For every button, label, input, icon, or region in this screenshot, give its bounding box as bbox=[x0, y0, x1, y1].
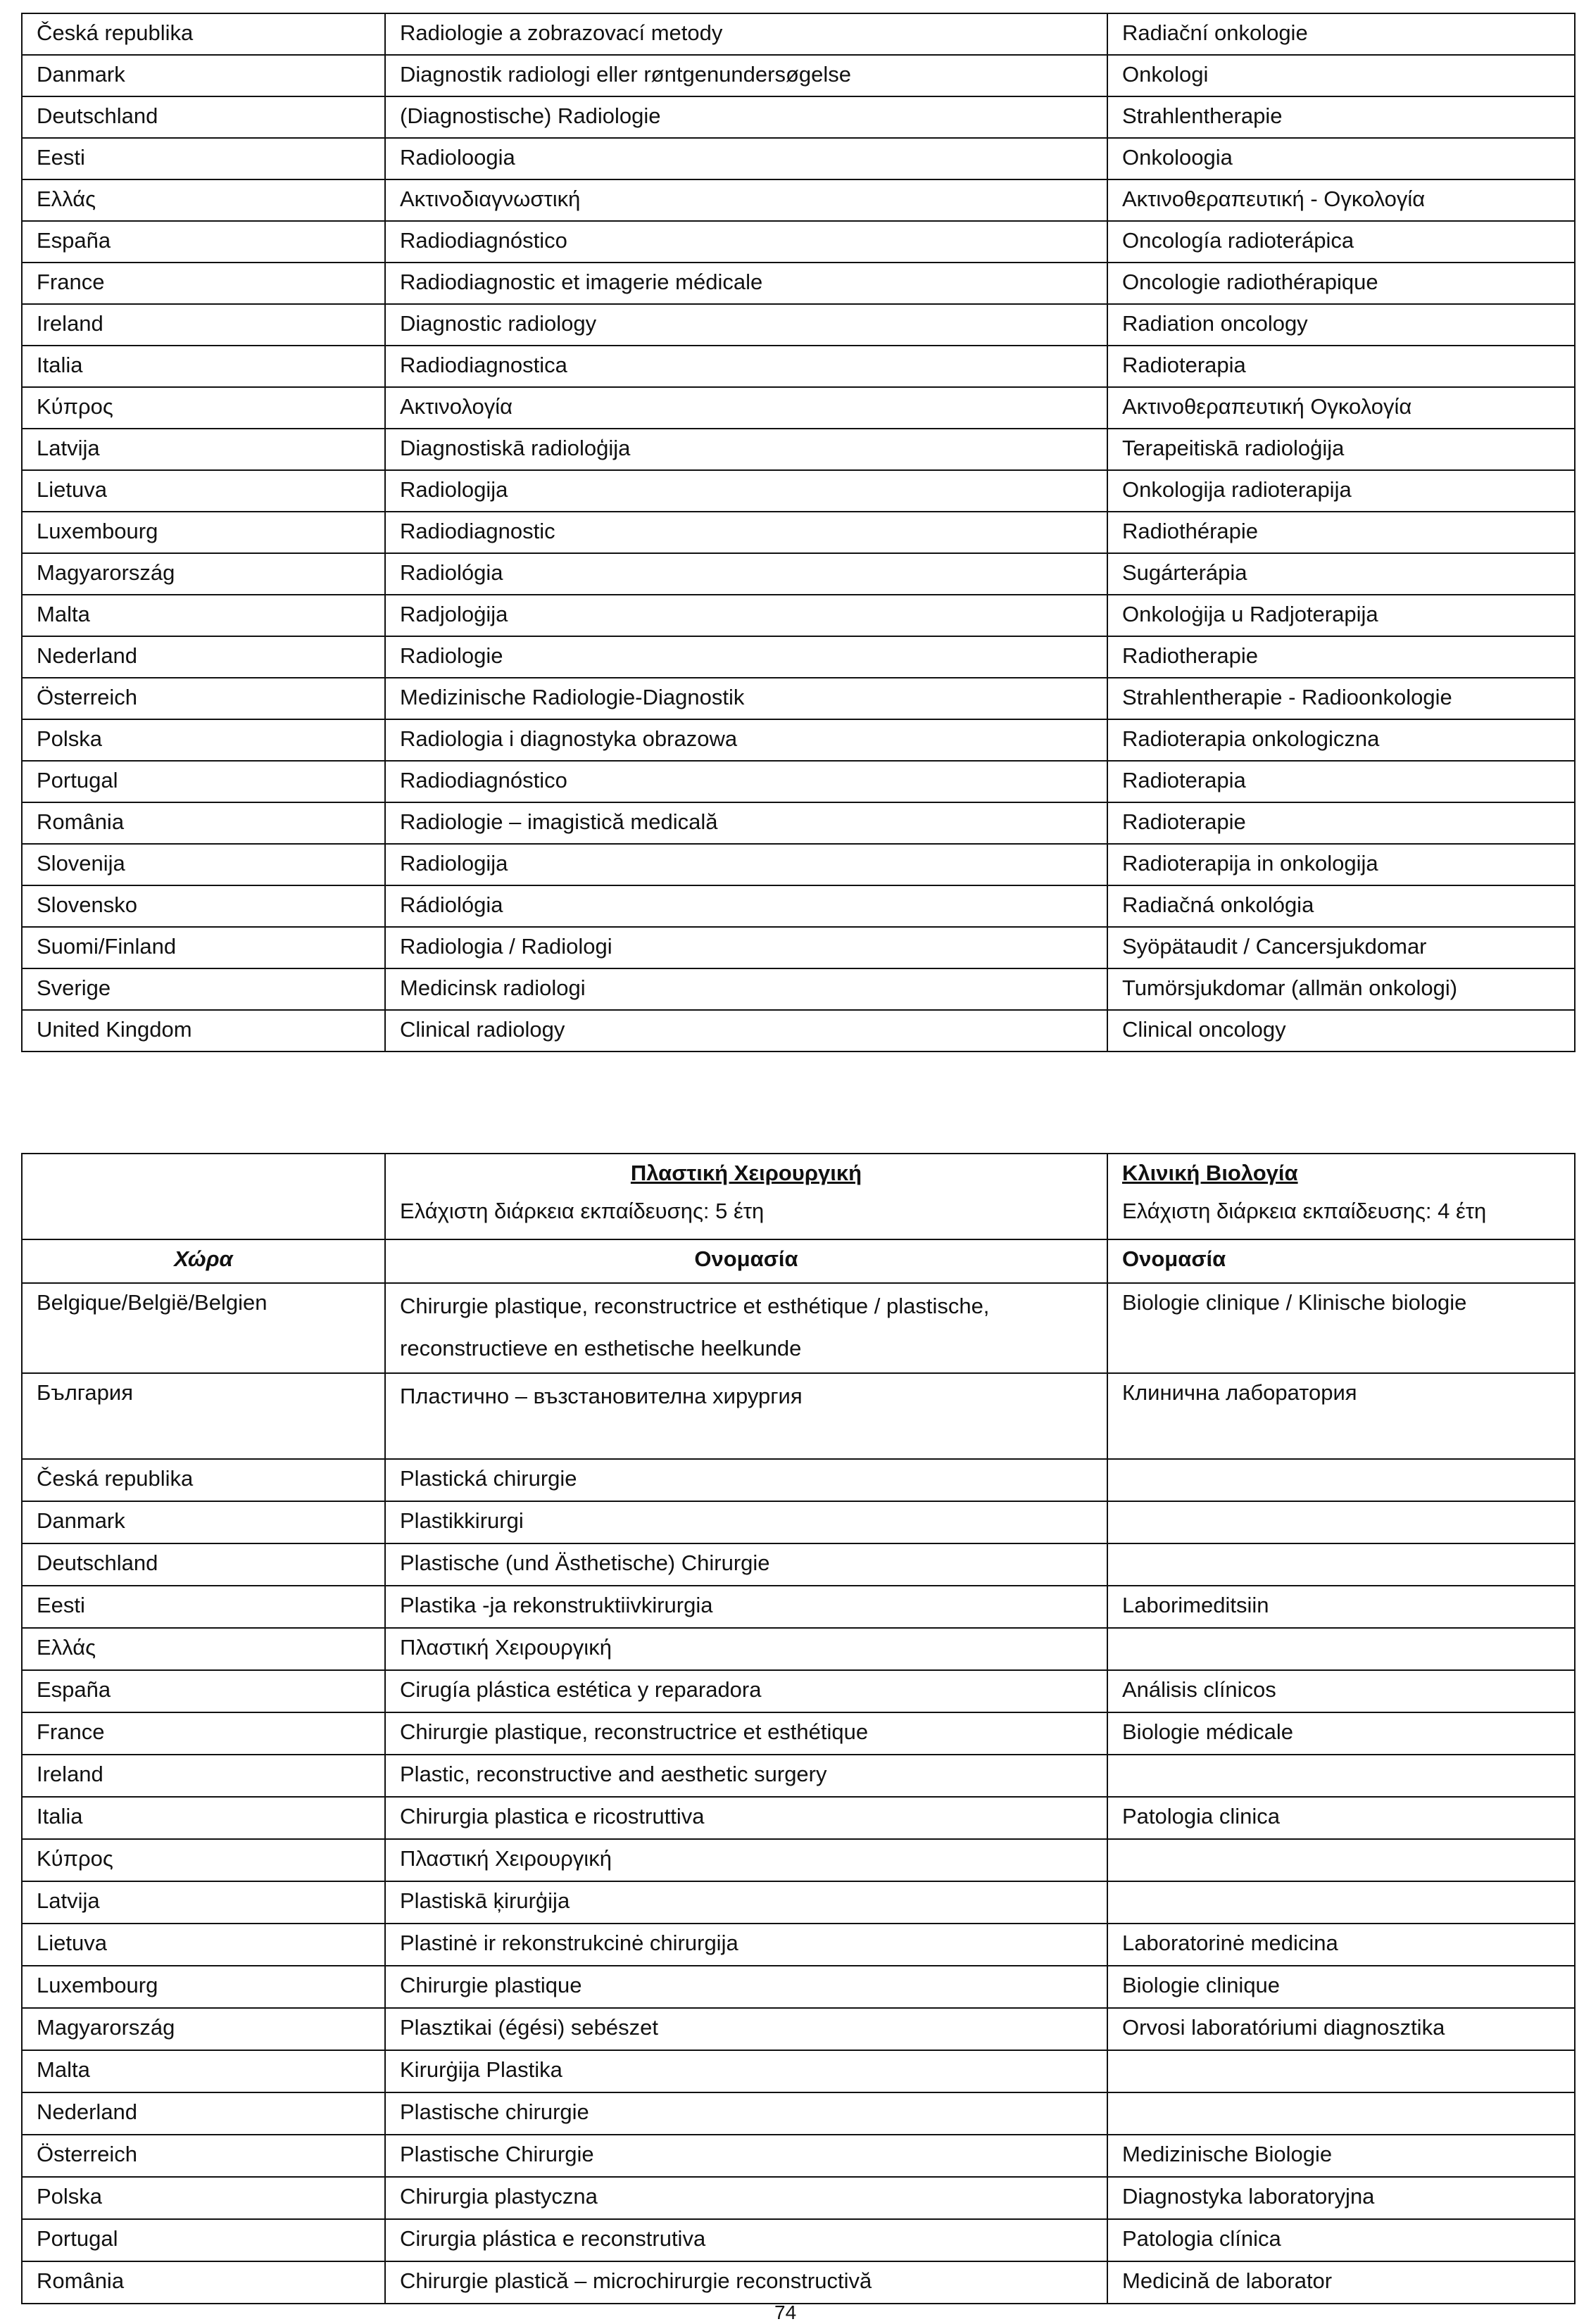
name-cell-2 bbox=[1107, 1881, 1575, 1924]
country-cell: Österreich bbox=[22, 2135, 385, 2177]
header-row bbox=[22, 1154, 1575, 1239]
table-row bbox=[22, 1283, 1575, 1373]
table-row bbox=[22, 2135, 1575, 2177]
name-cell-2: Biologie médicale bbox=[1107, 1712, 1575, 1755]
name-cell-2: Oncología radioterápica bbox=[1107, 221, 1575, 263]
name-cell-2: Radiačná onkológia bbox=[1107, 885, 1575, 927]
table-row bbox=[22, 1881, 1575, 1924]
name-cell-2: Medizinische Biologie bbox=[1107, 2135, 1575, 2177]
country-cell: Malta bbox=[22, 595, 385, 636]
name-cell-2 bbox=[1107, 1459, 1575, 1501]
country-cell: Polska bbox=[22, 2177, 385, 2219]
country-cell: Nederland bbox=[22, 636, 385, 678]
country-cell: Italia bbox=[22, 1797, 385, 1839]
country-cell: Eesti bbox=[22, 1586, 385, 1628]
country-cell: Lietuva bbox=[22, 470, 385, 512]
name-cell-1: Medizinische Radiologie-Diagnostik bbox=[385, 678, 1107, 719]
name-cell-1: Cirurgia plástica e reconstrutiva bbox=[385, 2219, 1107, 2261]
table-row bbox=[22, 1010, 1575, 1052]
name-cell-1: Plastinė ir rekonstrukcinė chirurgija bbox=[385, 1924, 1107, 1966]
name-cell-2: Laborimeditsiin bbox=[1107, 1586, 1575, 1628]
name-cell-1: Πλαστική Χειρουργική bbox=[385, 1839, 1107, 1881]
country-cell: Deutschland bbox=[22, 96, 385, 138]
name-cell-1: Radiológia bbox=[385, 553, 1107, 595]
country-cell: Ελλάς bbox=[22, 179, 385, 221]
country-cell: Belgique/België/Belgien bbox=[22, 1283, 385, 1373]
table-row bbox=[22, 1501, 1575, 1543]
name-cell-1: Radjoloġija bbox=[385, 595, 1107, 636]
name-cell-1: Radiologie – imagistică medicală bbox=[385, 802, 1107, 844]
name-cell-1: Chirurgie plastică – microchirurgie reconstructivă bbox=[385, 2261, 1107, 2304]
page-number: 74 bbox=[774, 2301, 797, 2323]
country-cell: România bbox=[22, 2261, 385, 2304]
table-row bbox=[22, 1670, 1575, 1712]
table-row bbox=[22, 1924, 1575, 1966]
name-cell-1: Plastiskā ķirurģija bbox=[385, 1881, 1107, 1924]
table-row bbox=[22, 802, 1575, 844]
table1-body bbox=[22, 13, 1575, 1052]
country-cell: Sverige bbox=[22, 968, 385, 1010]
name-cell-2: Onkoloogia bbox=[1107, 138, 1575, 179]
name-cell-2 bbox=[1107, 1543, 1575, 1586]
name-cell-1: Radiodiagnostic bbox=[385, 512, 1107, 553]
table-row bbox=[22, 512, 1575, 553]
table-row bbox=[22, 968, 1575, 1010]
name-cell-1: Radiodiagnóstico bbox=[385, 761, 1107, 802]
table-row bbox=[22, 885, 1575, 927]
table-row bbox=[22, 678, 1575, 719]
name-cell-2 bbox=[1107, 2050, 1575, 2092]
radiology-oncology-table bbox=[21, 13, 1576, 1052]
table-row bbox=[22, 2092, 1575, 2135]
name-cell-2: Radiation oncology bbox=[1107, 304, 1575, 346]
table-row bbox=[22, 1712, 1575, 1755]
country-cell: France bbox=[22, 263, 385, 304]
name-cell-2: Radioterapija in onkologija bbox=[1107, 844, 1575, 885]
table-row bbox=[22, 1459, 1575, 1501]
specialty-duration: Ελάχιστη διάρκεια εκπαίδευσης: 4 έτη bbox=[1122, 1198, 1487, 1223]
country-cell: Danmark bbox=[22, 1501, 385, 1543]
name-cell-1: Plastická chirurgie bbox=[385, 1459, 1107, 1501]
country-cell: France bbox=[22, 1712, 385, 1755]
name-cell-2: Terapeitiskā radioloģija bbox=[1107, 429, 1575, 470]
name-cell-1: Diagnostik radiologi eller røntgenundersøgelse bbox=[385, 55, 1107, 96]
table-row bbox=[22, 263, 1575, 304]
name-cell-1: (Diagnostische) Radiologie bbox=[385, 96, 1107, 138]
name-cell-1: Radiologija bbox=[385, 844, 1107, 885]
table-row bbox=[22, 1628, 1575, 1670]
table-row bbox=[22, 719, 1575, 761]
name-cell-2: Radioterapia onkologiczna bbox=[1107, 719, 1575, 761]
name-cell-1: Radiodiagnóstico bbox=[385, 221, 1107, 263]
table-row bbox=[22, 1797, 1575, 1839]
name-cell-1: Plastische (und Ästhetische) Chirurgie bbox=[385, 1543, 1107, 1586]
name-cell-2: Tumörsjukdomar (allmän onkologi) bbox=[1107, 968, 1575, 1010]
name-cell-1: Пластично – възстановителна хирургия bbox=[385, 1373, 1107, 1459]
name-cell-2: Onkologi bbox=[1107, 55, 1575, 96]
name-cell-2 bbox=[1107, 1839, 1575, 1881]
name-cell-1: Chirurgie plastique, reconstructrice et esthétique bbox=[385, 1712, 1107, 1755]
name-cell-2: Radioterapia bbox=[1107, 346, 1575, 387]
specialty-plastic-surgery-header bbox=[385, 1154, 1107, 1239]
country-cell: Danmark bbox=[22, 55, 385, 96]
country-cell: Slovensko bbox=[22, 885, 385, 927]
country-cell: Κύπρος bbox=[22, 387, 385, 429]
country-cell: България bbox=[22, 1373, 385, 1459]
name-cell-2: Patologia clinica bbox=[1107, 1797, 1575, 1839]
name-cell-1: Πλαστική Χειρουργική bbox=[385, 1628, 1107, 1670]
specialty-duration: Ελάχιστη διάρκεια εκπαίδευσης: 5 έτη bbox=[400, 1198, 765, 1223]
name-cell-1: Plastische Chirurgie bbox=[385, 2135, 1107, 2177]
name-cell-2: Клинична лаборатория bbox=[1107, 1373, 1575, 1459]
table-row bbox=[22, 553, 1575, 595]
country-cell: Lietuva bbox=[22, 1924, 385, 1966]
table-row bbox=[22, 55, 1575, 96]
plastic-surgery-clinical-biology-table bbox=[21, 1153, 1576, 2304]
name-cell-2: Radioterapia bbox=[1107, 761, 1575, 802]
country-cell: Deutschland bbox=[22, 1543, 385, 1586]
name-cell-1: Diagnostic radiology bbox=[385, 304, 1107, 346]
country-cell: Portugal bbox=[22, 761, 385, 802]
table-row bbox=[22, 1543, 1575, 1586]
name-cell-2: Oncologie radiothérapique bbox=[1107, 263, 1575, 304]
name-cell-1: Ακτινολογία bbox=[385, 387, 1107, 429]
name-cell-2: Orvosi laboratóriumi diagnosztika bbox=[1107, 2008, 1575, 2050]
name-cell-2: Patologia clínica bbox=[1107, 2219, 1575, 2261]
name-cell-2: Sugárterápia bbox=[1107, 553, 1575, 595]
table-row bbox=[22, 1373, 1575, 1459]
table-row bbox=[22, 2008, 1575, 2050]
specialty-clinical-biology-header bbox=[1107, 1154, 1575, 1239]
col-header-name: Ονομασία bbox=[385, 1239, 1107, 1283]
name-cell-1: Cirugía plástica estética y reparadora bbox=[385, 1670, 1107, 1712]
name-cell-2: Laboratorinė medicina bbox=[1107, 1924, 1575, 1966]
country-cell: Nederland bbox=[22, 2092, 385, 2135]
country-cell: Portugal bbox=[22, 2219, 385, 2261]
name-cell-2: Medicină de laborator bbox=[1107, 2261, 1575, 2304]
name-cell-1: Kirurġija Plastika bbox=[385, 2050, 1107, 2092]
table-row bbox=[22, 1586, 1575, 1628]
table2-body bbox=[22, 1154, 1575, 2304]
table-row bbox=[22, 13, 1575, 55]
name-cell-2: Onkologija radioterapija bbox=[1107, 470, 1575, 512]
name-cell-1: Radiologia i diagnostyka obrazowa bbox=[385, 719, 1107, 761]
name-cell-2 bbox=[1107, 2092, 1575, 2135]
name-cell-2: Onkoloġija u Radjoterapija bbox=[1107, 595, 1575, 636]
country-cell: United Kingdom bbox=[22, 1010, 385, 1052]
name-cell-1: Chirurgia plastyczna bbox=[385, 2177, 1107, 2219]
name-cell-2: Radiothérapie bbox=[1107, 512, 1575, 553]
name-cell-2: Análisis clínicos bbox=[1107, 1670, 1575, 1712]
name-cell-1: Plastikkirurgi bbox=[385, 1501, 1107, 1543]
country-cell: Ελλάς bbox=[22, 1628, 385, 1670]
name-cell-2: Biologie clinique bbox=[1107, 1966, 1575, 2008]
name-cell-2: Strahlentherapie - Radioonkologie bbox=[1107, 678, 1575, 719]
name-cell-1: Plastic, reconstructive and aesthetic surgery bbox=[385, 1755, 1107, 1797]
name-cell-2: Ακτινοθεραπευτική Ογκολογία bbox=[1107, 387, 1575, 429]
table-row bbox=[22, 2050, 1575, 2092]
col-header-name: Ονομασία bbox=[1107, 1239, 1575, 1283]
specialty-title: Πλαστική Χειρουργική bbox=[630, 1161, 862, 1185]
table-row bbox=[22, 429, 1575, 470]
name-cell-1: Chirurgie plastique bbox=[385, 1966, 1107, 2008]
country-cell: Latvija bbox=[22, 1881, 385, 1924]
country-cell: Magyarország bbox=[22, 2008, 385, 2050]
name-cell-1: Clinical radiology bbox=[385, 1010, 1107, 1052]
country-cell: Latvija bbox=[22, 429, 385, 470]
table-row bbox=[22, 595, 1575, 636]
name-cell-1: Plastische chirurgie bbox=[385, 2092, 1107, 2135]
country-cell: Luxembourg bbox=[22, 512, 385, 553]
country-cell: Italia bbox=[22, 346, 385, 387]
country-cell: România bbox=[22, 802, 385, 844]
table-row bbox=[22, 1755, 1575, 1797]
name-cell-1: Plasztikai (égési) sebészet bbox=[385, 2008, 1107, 2050]
table-row bbox=[22, 304, 1575, 346]
column-header-row bbox=[22, 1239, 1575, 1283]
name-cell-1: Chirurgia plastica e ricostruttiva bbox=[385, 1797, 1107, 1839]
country-cell: Slovenija bbox=[22, 844, 385, 885]
name-cell-2 bbox=[1107, 1628, 1575, 1670]
name-cell-2: Radiotherapie bbox=[1107, 636, 1575, 678]
table-row bbox=[22, 138, 1575, 179]
name-cell-1: Medicinsk radiologi bbox=[385, 968, 1107, 1010]
table-row bbox=[22, 2219, 1575, 2261]
name-cell-2: Clinical oncology bbox=[1107, 1010, 1575, 1052]
table-row bbox=[22, 1966, 1575, 2008]
table-row bbox=[22, 2261, 1575, 2304]
country-cell: Luxembourg bbox=[22, 1966, 385, 2008]
name-cell-1: Radiologia / Radiologi bbox=[385, 927, 1107, 968]
country-cell: Česká republika bbox=[22, 13, 385, 55]
name-cell-1: Plastika -ja rekonstruktiivkirurgia bbox=[385, 1586, 1107, 1628]
country-cell: Κύπρος bbox=[22, 1839, 385, 1881]
country-cell: España bbox=[22, 221, 385, 263]
header-empty-cell bbox=[22, 1154, 385, 1239]
name-cell-2: Syöpätaudit / Cancersjukdomar bbox=[1107, 927, 1575, 968]
table-row bbox=[22, 96, 1575, 138]
name-cell-1: Radiodiagnostica bbox=[385, 346, 1107, 387]
name-cell-2 bbox=[1107, 1501, 1575, 1543]
name-cell-2: Radiační onkologie bbox=[1107, 13, 1575, 55]
name-cell-1: Radiologija bbox=[385, 470, 1107, 512]
table-row bbox=[22, 2177, 1575, 2219]
country-cell: Magyarország bbox=[22, 553, 385, 595]
name-cell-2: Ακτινοθεραπευτική - Ογκολογία bbox=[1107, 179, 1575, 221]
table-row bbox=[22, 387, 1575, 429]
country-cell: España bbox=[22, 1670, 385, 1712]
name-cell-1: Rádiológia bbox=[385, 885, 1107, 927]
table-row bbox=[22, 927, 1575, 968]
country-cell: Malta bbox=[22, 2050, 385, 2092]
country-cell: Eesti bbox=[22, 138, 385, 179]
table-row bbox=[22, 761, 1575, 802]
name-cell-1: Radiologie bbox=[385, 636, 1107, 678]
country-cell: Ireland bbox=[22, 304, 385, 346]
name-cell-1: Ακτινοδιαγνωστική bbox=[385, 179, 1107, 221]
name-cell-2 bbox=[1107, 1755, 1575, 1797]
name-cell-1: Radioloogia bbox=[385, 138, 1107, 179]
table-row bbox=[22, 346, 1575, 387]
name-cell-1: Chirurgie plastique, reconstructrice et esthétique / plastische, reconstructieve en esthetische heelkunde bbox=[385, 1283, 1107, 1373]
name-cell-1: Radiodiagnostic et imagerie médicale bbox=[385, 263, 1107, 304]
col-header-country: Χώρα bbox=[22, 1239, 385, 1283]
table-row bbox=[22, 221, 1575, 263]
table-row bbox=[22, 179, 1575, 221]
name-cell-1: Radiologie a zobrazovací metody bbox=[385, 13, 1107, 55]
table-row bbox=[22, 1839, 1575, 1881]
country-cell: Polska bbox=[22, 719, 385, 761]
table-row bbox=[22, 636, 1575, 678]
name-cell-2: Radioterapie bbox=[1107, 802, 1575, 844]
country-cell: Suomi/Finland bbox=[22, 927, 385, 968]
country-cell: Österreich bbox=[22, 678, 385, 719]
name-cell-1: Diagnostiskā radioloģija bbox=[385, 429, 1107, 470]
country-cell: Ireland bbox=[22, 1755, 385, 1797]
table-row bbox=[22, 844, 1575, 885]
name-cell-2: Strahlentherapie bbox=[1107, 96, 1575, 138]
table-row bbox=[22, 470, 1575, 512]
specialty-title: Κλινική Βιολογία bbox=[1122, 1161, 1298, 1185]
country-cell: Česká republika bbox=[22, 1459, 385, 1501]
name-cell-2: Diagnostyka laboratoryjna bbox=[1107, 2177, 1575, 2219]
name-cell-2: Biologie clinique / Klinische biologie bbox=[1107, 1283, 1575, 1373]
